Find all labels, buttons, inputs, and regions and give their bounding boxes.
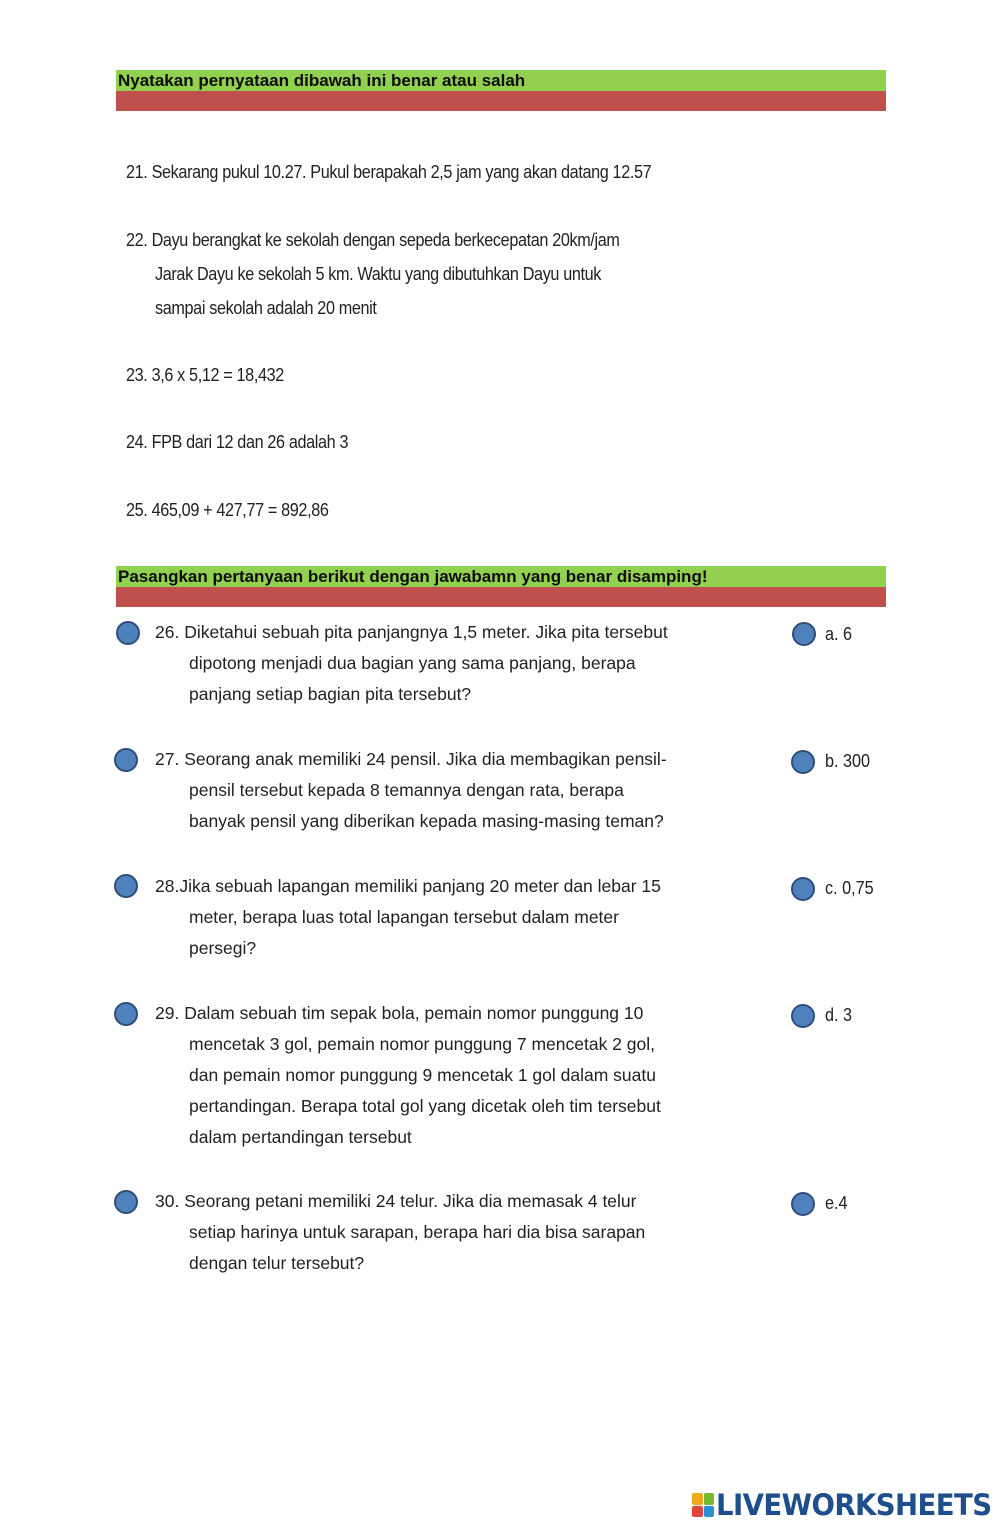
match-dot-question-27[interactable] — [114, 748, 138, 772]
match-dot-answer-d[interactable] — [791, 1004, 815, 1028]
question-29-line3: dan pemain nomor punggung 9 mencetak 1 gol dalam suatu — [189, 1065, 656, 1085]
match-dot-answer-a[interactable] — [792, 622, 816, 646]
question-27-line3: banyak pensil yang diberikan kepada masing-masing teman? — [189, 811, 664, 831]
match-dot-question-26[interactable] — [116, 621, 140, 645]
match-dot-question-29[interactable] — [114, 1002, 138, 1026]
question-28-line1: 28.Jika sebuah lapangan memiliki panjang 20 meter dan lebar 15 — [155, 876, 661, 896]
question-30-line3: dengan telur tersebut? — [189, 1253, 365, 1273]
section1-title: Nyatakan pernyataan dibawah ini benar atau salah — [118, 71, 526, 90]
question-26-line2: dipotong menjadi dua bagian yang sama panjang, berapa — [189, 653, 636, 673]
liveworksheets-logo-icon — [692, 1493, 714, 1517]
statement-25: 25. 465,09 + 427,77 = 892,86 — [126, 500, 329, 520]
answer-a: a. 6 — [825, 624, 853, 644]
section2-header-red-band — [116, 587, 886, 607]
statement-23: 23. 3,6 x 5,12 = 18,432 — [126, 365, 284, 385]
answer-d: d. 3 — [825, 1005, 853, 1025]
section1-header-red-band — [116, 91, 886, 111]
section2-title: Pasangkan pertanyaan berikut dengan jawabamn yang benar disamping! — [118, 567, 708, 586]
statement-24: 24. FPB dari 12 dan 26 adalah 3 — [126, 432, 349, 452]
answer-e: e.4 — [825, 1193, 848, 1213]
match-dot-answer-c[interactable] — [791, 877, 815, 901]
question-26-line1: 26. Diketahui sebuah pita panjangnya 1,5 meter. Jika pita tersebut — [155, 622, 668, 642]
match-dot-question-28[interactable] — [114, 874, 138, 898]
question-30-line2: setiap harinya untuk sarapan, berapa hari dia bisa sarapan — [189, 1222, 646, 1242]
question-28-line2: meter, berapa luas total lapangan tersebut dalam meter — [189, 907, 619, 927]
statement-22-line1: 22. Dayu berangkat ke sekolah dengan sepeda berkecepatan 20km/jam — [126, 230, 620, 250]
question-29-line1: 29. Dalam sebuah tim sepak bola, pemain nomor punggung 10 — [155, 1003, 644, 1023]
liveworksheets-logo-text: LIVEWORKSHEETS — [716, 1488, 992, 1522]
statement-21: 21. Sekarang pukul 10.27. Pukul berapakah 2,5 jam yang akan datang 12.57 — [126, 162, 652, 182]
statement-22-line2: Jarak Dayu ke sekolah 5 km. Waktu yang dibutuhkan Dayu untuk — [155, 264, 602, 284]
question-28-line3: persegi? — [189, 938, 257, 958]
question-27-line2: pensil tersebut kepada 8 temannya dengan rata, berapa — [189, 780, 624, 800]
liveworksheets-logo — [692, 1490, 1000, 1520]
question-29-line4: pertandingan. Berapa total gol yang dicetak oleh tim tersebut — [189, 1096, 661, 1116]
question-29-line2: mencetak 3 gol, pemain nomor punggung 7 mencetak 2 gol, — [189, 1034, 655, 1054]
question-30-line1: 30. Seorang petani memiliki 24 telur. Jika dia memasak 4 telur — [155, 1191, 637, 1211]
match-dot-answer-e[interactable] — [791, 1192, 815, 1216]
answer-c: c. 0,75 — [825, 878, 874, 898]
question-26-line3: panjang setiap bagian pita tersebut? — [189, 684, 472, 704]
question-29-line5: dalam pertandingan tersebut — [189, 1127, 412, 1147]
match-dot-answer-b[interactable] — [791, 750, 815, 774]
match-dot-question-30[interactable] — [114, 1190, 138, 1214]
question-27-line1: 27. Seorang anak memiliki 24 pensil. Jika dia membagikan pensil- — [155, 749, 667, 769]
statement-22-line3: sampai sekolah adalah 20 menit — [155, 298, 377, 318]
answer-b: b. 300 — [825, 751, 871, 771]
